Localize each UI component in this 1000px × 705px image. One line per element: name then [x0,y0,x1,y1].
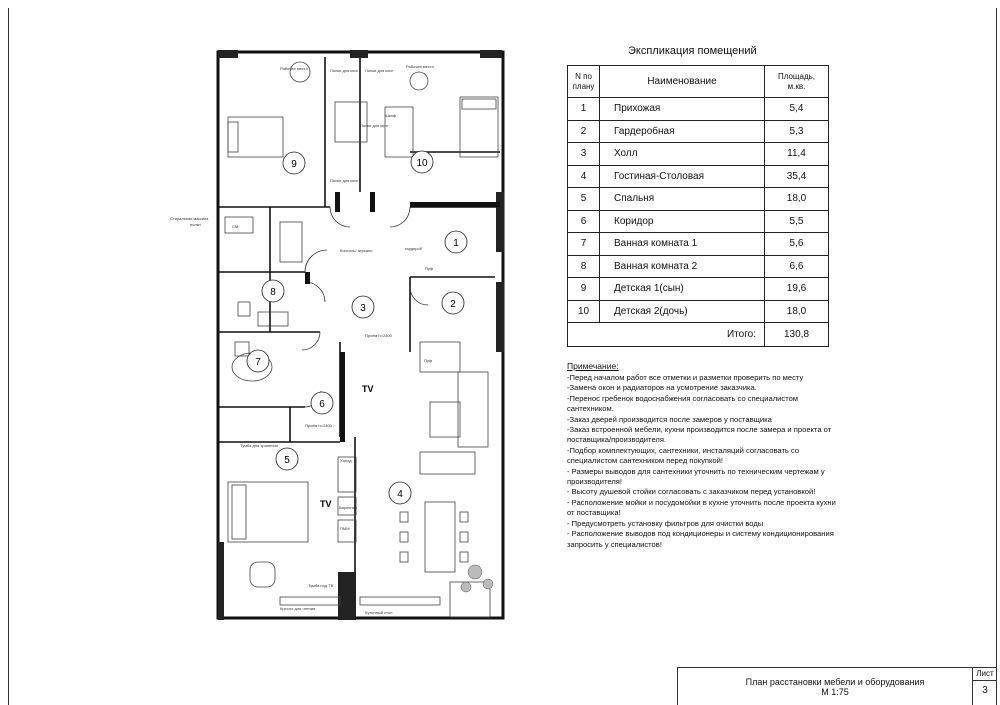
sheet-label: Лист [976,669,994,678]
note-item: -Перед началом работ все отметки и разметки проверить по месту [567,373,804,382]
label-shelves-1: Полки для книг [330,68,359,73]
room-number-4: 4 [397,489,403,500]
label-shelves-2: Полки для книг [365,68,394,73]
label-tv-shelf: Тумба для хранения [240,443,278,448]
row-area: 19,6 [765,278,829,301]
table-row [568,120,829,143]
note-item: - Расположение выводов под кондиционеры и систему кондиционирования запросить у специалистов! [567,529,834,549]
title-block-border-top [677,667,997,668]
label-desk-2: Рабочее место [406,64,434,69]
title-block-divider [972,667,973,705]
room-number-5: 5 [284,455,290,466]
header-num [568,66,600,98]
title-block-sheet-divider [972,680,997,681]
row-num: 8 [568,255,600,278]
row-area: 35,4 [765,165,829,188]
room-number-8: 8 [270,287,276,298]
row-name: Спальня [600,188,765,211]
note-item: -Заказ встроенной мебели, кухни производится после замера и проекта от поставщика/производителя. [567,425,832,445]
table-row [568,143,829,166]
room-number-10: 10 [416,158,428,169]
room-number-3: 3 [360,303,366,314]
room-number-1: 1 [453,238,459,249]
row-num: 4 [568,165,600,188]
label-shelves-4: Полки для книг [360,123,389,128]
note-item: - Расположение мойки и посудомойки в кухне уточнить после проекта кухни от поставщика! [567,497,836,518]
note-item: -Замена окон и радиаторов на усмотрение заказчика. [567,383,757,393]
header-name: Наименование [600,66,765,98]
note-item: -Заказ дверей производится после замеров у поставщика [567,414,772,424]
row-area: 5,4 [765,98,829,121]
label-washer-2: полки [190,222,201,227]
header-num-line2: плану [572,81,595,91]
row-name: Детская 1(сын) [600,278,765,301]
note-item: - Высоту душевой стойки согласовать с заказчиком перед установкой! [567,487,816,497]
row-num: 3 [568,143,600,166]
header-area [765,66,829,98]
table-row [568,98,829,121]
table-row [568,210,829,233]
row-name: Холл [600,143,765,166]
tv-label-living: TV [362,384,374,394]
row-name: Детская 2(дочь) [600,300,765,323]
row-num: 10 [568,300,600,323]
label-console: Консоль/ зеркало [340,248,373,253]
window-blocks [218,50,504,620]
row-area: 5,3 [765,120,829,143]
total-row [568,323,829,347]
label-puf-hall: Пуф [425,266,434,271]
explication-title: Экспликация помещений [628,45,757,57]
room-number-6: 6 [319,399,325,410]
table-row [568,233,829,256]
row-num: 2 [568,120,600,143]
total-value: 130,8 [765,323,829,347]
label-cm: СМ [232,224,239,229]
row-num: 5 [568,188,600,211]
row-num: 1 [568,98,600,121]
label-tv-cabinet: Тумба под ТВ [308,583,334,588]
row-name: Гостиная-Столовая [600,165,765,188]
plan-annotations [170,64,435,615]
explication-header-row [568,66,829,98]
label-ceiling-1: Проём h=2400 [365,333,392,338]
label-armchair: Кресло для чтения [280,606,316,611]
row-name: Прихожая [600,98,765,121]
floor-plan [170,42,510,622]
tv-label-bedroom: TV [320,499,332,509]
label-desk-1: Рабочее место [280,66,308,71]
row-area: 5,5 [765,210,829,233]
drawing-title: План расстановки мебели и оборудования [745,677,925,687]
note-item: -Подбор комплектующих, сантехники, инсталяций согласовать со специалистом сантехником перед покупкой! [567,445,800,466]
label-wardrobe-hall: гардероб [405,246,423,251]
room-number-9: 9 [291,159,297,170]
header-area-line1: Площадь, [777,71,816,81]
explication-table [567,65,829,347]
label-ottoman: Пуф [424,358,433,363]
notes-title: Примечание: [567,361,619,371]
row-name: Ванная комната 2 [600,255,765,278]
row-area: 18,0 [765,300,829,323]
row-area: 11,4 [765,143,829,166]
label-kitchen-table: Кухонный стол [365,610,393,615]
header-area-line2: м.кв. [787,81,806,91]
label-closet: Шкаф [385,113,397,118]
furniture [225,62,498,617]
plant-icon [461,565,493,592]
label-ceiling-2: Проём h=2400 [305,423,332,428]
label-hob: Варочная [339,505,357,510]
title-block-title [700,677,970,697]
wall-blocks [305,192,500,442]
row-area: 6,6 [765,255,829,278]
row-name: Коридор [600,210,765,233]
sheet-frame-right [996,8,997,705]
note-item: - Предусмотреть установку фильтров для очистки воды [567,518,764,528]
label-washer: Стиральная машина [170,216,209,221]
room-number-2: 2 [450,299,456,310]
table-row [568,278,829,301]
table-row [568,188,829,211]
table-row [568,165,829,188]
total-label: Итого: [568,323,765,347]
table-row [568,255,829,278]
row-area: 18,0 [765,188,829,211]
note-item: - Размеры выводов для сантехники уточнить по техническим чертежам у производителя! [567,466,825,487]
room-number-7: 7 [255,357,261,368]
notes-list [567,373,837,550]
row-name: Гардеробная [600,120,765,143]
row-num: 7 [568,233,600,256]
sheet-number: 3 [982,685,988,696]
row-num: 9 [568,278,600,301]
interior-walls [218,57,500,617]
note-item: -Перенос гребенок водоснабжения согласовать со специалистом сантехником. [567,393,799,414]
header-num-line1: N по [575,71,592,81]
drawing-scale: М 1:75 [821,687,849,697]
label-shelves-3: Полки для книг [330,178,359,183]
row-area: 5,6 [765,233,829,256]
title-block-border-left [677,667,678,705]
label-dishwasher: ПММ [340,526,350,531]
row-num: 6 [568,210,600,233]
label-fridge: Холод [340,458,352,463]
table-row [568,300,829,323]
row-name: Ванная комната 1 [600,233,765,256]
